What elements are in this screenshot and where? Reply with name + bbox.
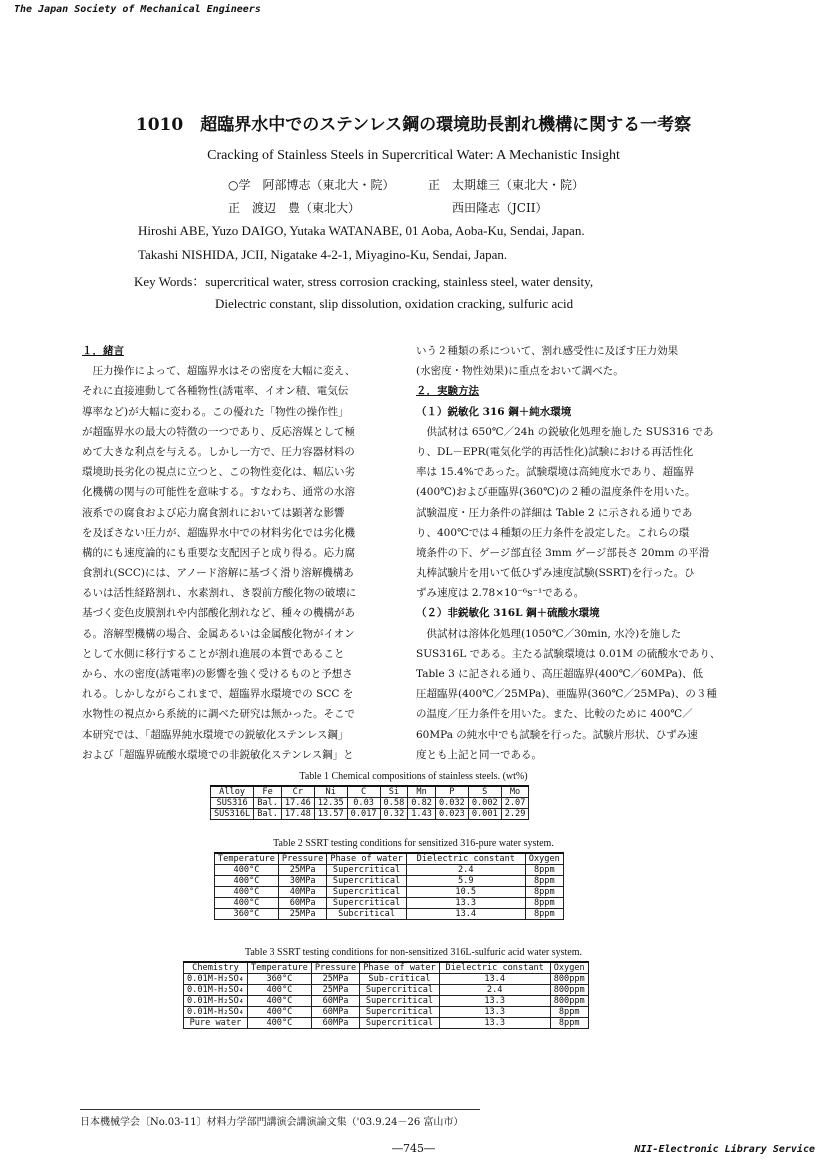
table-cell: Bal.: [254, 809, 282, 820]
table-cell: 2.07: [501, 798, 529, 809]
table-row: [184, 996, 589, 1007]
body-text-line: るいは活性経路割れ、水素割れ、き裂前方酸化物の破壊に: [82, 587, 357, 600]
table-cell: 400°C: [247, 1018, 311, 1029]
table-cell: 8ppm: [525, 887, 563, 898]
table-cell: 8ppm: [525, 909, 563, 920]
table-header-cell: Fe: [254, 786, 282, 798]
body-text-line: 圧超臨界(400℃／25MPa)、亜臨界(360℃／25MPa)、の３種: [416, 688, 717, 701]
table-cell: Supercritical: [327, 887, 406, 898]
table-cell: 13.3: [439, 996, 550, 1007]
table-header-cell: Oxygen: [525, 853, 563, 865]
table-cell: 8ppm: [525, 865, 563, 876]
table1-chemical-compositions: [210, 785, 529, 820]
table-cell: Pure water: [184, 1018, 248, 1029]
body-text-line: 丸棒試験片を用いて低ひずみ速度試験(SSRT)を行った。ひ: [416, 567, 695, 580]
table-cell: 800ppm: [550, 996, 588, 1007]
table-cell: 0.01M-H₂SO₄: [184, 1007, 248, 1018]
body-text-line: の温度／圧力条件を用いた。また、比較のために 400℃／: [416, 708, 693, 721]
table-cell: 400°C: [247, 996, 311, 1007]
table-cell: 0.002: [468, 798, 501, 809]
body-text-line: 環境助長劣化の視点に立つと、この物性変化は、幅広い劣: [82, 466, 355, 479]
affiliation-line-1: Hiroshi ABE, Yuzo DAIGO, Yutaka WATANABE, 01 Aoba, Aoba-Ku, Sendai, Japan.: [138, 223, 585, 238]
section-heading-introduction: １．緒言: [82, 345, 124, 357]
body-text-line: めて大きな利点を与える。しかし一方で、圧力容器材料の: [82, 445, 355, 458]
table-cell: 10.5: [406, 887, 525, 898]
body-text-line: 基づく変色皮膜割れや内部酸化割れなど、種々の機構があ: [82, 607, 355, 620]
body-text-line: 試験温度・圧力条件の詳細は Table 2 に示される通りであ: [416, 506, 693, 519]
table-cell: 17.46: [281, 798, 314, 809]
table-cell: Supercritical: [360, 985, 439, 996]
table-cell: 0.01M-H₂SO₄: [184, 974, 248, 985]
section-heading-methods: ２．実験方法: [416, 385, 479, 398]
table-cell: 12.35: [314, 798, 347, 809]
table3-caption: Table 3 SSRT testing conditions for non-sensitized 316L-sulfuric acid water system.: [244, 947, 583, 958]
table-row: [215, 887, 564, 898]
table-header-cell: Temperature: [247, 962, 311, 974]
table1-caption: Table 1 Chemical compositions of stainless steels. (wt%): [299, 771, 528, 782]
author-watanabe: 正 渡辺 豊（東北大）: [228, 201, 361, 215]
table-cell: Supercritical: [360, 1018, 439, 1029]
table-cell: 8ppm: [550, 1007, 588, 1018]
table-header-cell: Chemistry: [184, 962, 248, 974]
table-cell: Supercritical: [360, 1007, 439, 1018]
table-cell: 1.43: [408, 809, 436, 820]
table-cell: 5.9: [406, 876, 525, 887]
table-cell: 13.4: [439, 974, 550, 985]
table-cell: 0.58: [380, 798, 408, 809]
table-cell: 13.3: [439, 1007, 550, 1018]
table-cell: 13.57: [314, 809, 347, 820]
table-cell: 400°C: [215, 898, 279, 909]
table-header-cell: C: [347, 786, 380, 798]
table-cell: 0.32: [380, 809, 408, 820]
table-header-row: [215, 853, 564, 865]
society-header: The Japan Society of Mechanical Engineers: [14, 4, 261, 15]
table3-ssrt-non-sensitized: [183, 961, 589, 1029]
table-cell: 60MPa: [278, 898, 326, 909]
table-cell: Sub-critical: [360, 974, 439, 985]
body-text-line: 供試材は溶体化処理(1050℃／30min, 水冷)を施した: [416, 627, 682, 640]
table-header-cell: Ni: [314, 786, 347, 798]
table-header-cell: Phase of water: [327, 853, 406, 865]
author-abe: ○学 阿部博志（東北大・院）: [228, 178, 395, 192]
table-row: [215, 876, 564, 887]
table-cell: 13.4: [406, 909, 525, 920]
table-cell: 13.3: [406, 898, 525, 909]
subsection-heading-1: （１）鋭敏化 316 鋼＋純水環境: [416, 405, 572, 418]
table-header-cell: Phase of water: [360, 962, 439, 974]
table-cell: 13.3: [439, 1018, 550, 1029]
table-cell: 60MPa: [311, 1007, 359, 1018]
table-header-cell: Dielectric constant: [439, 962, 550, 974]
table-cell: 400°C: [247, 1007, 311, 1018]
body-text-line: それに直接連動して各種物性(誘電率、イオン積、電気伝: [82, 385, 349, 398]
table-row: [184, 974, 589, 985]
author-nishida: 西田隆志（JCII）: [452, 201, 548, 215]
table-header-row: [211, 786, 529, 798]
table-cell: 2.29: [501, 809, 529, 820]
table-cell: 2.4: [406, 865, 525, 876]
body-text-line: 食割れ(SCC)には、アノード溶解に基づく滑り溶解機構あ: [82, 567, 354, 580]
table-cell: 0.017: [347, 809, 380, 820]
table-cell: 400°C: [215, 876, 279, 887]
body-text-line: から、水の密度(誘電率)の影響を強く受けるものと予想さ: [82, 668, 353, 680]
table-header-cell: Mn: [408, 786, 436, 798]
body-text-line: として水側に移行することが割れ進展の本質であること: [82, 647, 345, 660]
table-cell: Supercritical: [327, 876, 406, 887]
table-cell: 0.01M-H₂SO₄: [184, 985, 248, 996]
table-cell: 25MPa: [278, 865, 326, 876]
body-text-line: 導率など)が大幅に変わる。この優れた「物性の操作性」: [82, 405, 349, 418]
table-cell: 25MPa: [311, 974, 359, 985]
table-cell: 0.01M-H₂SO₄: [184, 996, 248, 1007]
table-header-cell: S: [468, 786, 501, 798]
table2-ssrt-sensitized: [214, 852, 564, 920]
table-cell: 360°C: [215, 909, 279, 920]
table-cell: 0.03: [347, 798, 380, 809]
page-number: ―745―: [392, 1142, 435, 1155]
paper-title-english: Cracking of Stainless Steels in Supercritical Water: A Mechanistic Insight: [207, 148, 620, 163]
body-text-line: (水密度・物性効果)に重点をおいて調べた。: [416, 365, 624, 378]
body-text-line: SUS316L である。主たる試験環境は 0.01M の硫酸水であり、: [416, 647, 721, 660]
table-header-cell: Pressure: [278, 853, 326, 865]
table-cell: SUS316: [211, 798, 254, 809]
body-text-line: る。溶解型機構の場合、金属あるいは金属酸化物がイオン: [82, 627, 355, 640]
table-header-cell: Pressure: [311, 962, 359, 974]
table-cell: Subcritical: [327, 909, 406, 920]
table-header-cell: P: [435, 786, 468, 798]
table-cell: 0.032: [435, 798, 468, 809]
body-text-line: 60MPa の純水中でも試験を行った。試験片形状、ひずみ速: [416, 728, 698, 741]
author-daigo: 正 太期雄三（東北大・院）: [428, 178, 585, 192]
body-text-line: 化機構の関与の可能性を意味する。すなわち、通常の水溶: [82, 486, 355, 499]
left-column: [82, 341, 402, 765]
body-text-line: り、DL－EPR(電気化学的再活性化)試験における再活性化: [416, 445, 694, 458]
table-cell: 25MPa: [278, 909, 326, 920]
body-text-line: および「超臨界硫酸水環境での非鋭敏化ステンレス鋼」と: [82, 748, 354, 761]
table-cell: 400°C: [247, 985, 311, 996]
table-header-cell: Dielectric constant: [406, 853, 525, 865]
subsection-heading-2: （２）非鋭敏化 316L 鋼＋硫酸水環境: [416, 607, 600, 620]
table-cell: 2.4: [439, 985, 550, 996]
table-row: [184, 1018, 589, 1029]
table-cell: 8ppm: [550, 1018, 588, 1029]
body-text-line: いう２種類の系について、割れ感受性に及ぼす圧力効果: [416, 345, 679, 357]
table-header-row: [184, 962, 589, 974]
body-text-line: 水物性の視点から系統的に調べた研究は無かった。そこで: [82, 708, 355, 721]
table-header-cell: Cr: [281, 786, 314, 798]
table-header-cell: Mo: [501, 786, 529, 798]
table-cell: 800ppm: [550, 985, 588, 996]
table-cell: SUS316L: [211, 809, 254, 820]
table2-caption: Table 2 SSRT testing conditions for sensitized 316-pure water system.: [273, 838, 554, 849]
table-row: [184, 1007, 589, 1018]
keywords-line-1: Key Words：supercritical water, stress corrosion cracking, stainless steel, water density,: [134, 274, 594, 289]
table-cell: Bal.: [254, 798, 282, 809]
table-cell: Supercritical: [327, 898, 406, 909]
table-row: [215, 909, 564, 920]
body-text-line: 率は 15.4%であった。試験環境は高純度水であり、超臨界: [416, 466, 695, 479]
table-cell: 0.82: [408, 798, 436, 809]
body-text-line: を及ぼさない圧力が、超臨界水中での材料劣化では劣化機: [82, 526, 355, 539]
body-text-line: 構的にも速度論的にも重要な支配因子と成り得る。応力腐: [82, 546, 355, 559]
table-cell: 360°C: [247, 974, 311, 985]
body-text-line: れる。しかしながらこれまで、超臨界水環境での SCC を: [82, 688, 354, 701]
table-row: [211, 809, 529, 820]
table-cell: 25MPa: [311, 985, 359, 996]
table-row: [184, 985, 589, 996]
paper-title-japanese: 1010 超臨界水中でのステンレス鋼の環境助長割れ機構に関する一考察: [135, 115, 692, 135]
table-header-cell: Si: [380, 786, 408, 798]
table-cell: 17.48: [281, 809, 314, 820]
table-cell: 400°C: [215, 865, 279, 876]
table-cell: 8ppm: [525, 876, 563, 887]
table-cell: Supercritical: [360, 996, 439, 1007]
table-cell: 60MPa: [311, 996, 359, 1007]
table-cell: 8ppm: [525, 898, 563, 909]
body-text-line: 境条件の下、ゲージ部直径 3mm ゲージ部長さ 20mm の平滑: [416, 546, 710, 559]
body-text-line: 度とも上記と同一である。: [416, 748, 542, 761]
table-header-cell: Oxygen: [550, 962, 588, 974]
nii-library-footer: NII-Electronic Library Service: [634, 1144, 815, 1155]
table-cell: 400°C: [215, 887, 279, 898]
footer-divider: [80, 1109, 480, 1110]
table-cell: Supercritical: [327, 865, 406, 876]
table-header-cell: Alloy: [211, 786, 254, 798]
body-text-line: 液系での腐食および応力腐食割れにおいては顕著な影響: [82, 506, 345, 519]
affiliation-line-2: Takashi NISHIDA, JCII, Nigatake 4-2-1, Miyagino-Ku, Sendai, Japan.: [138, 247, 508, 262]
keywords-line-2: Dielectric constant, slip dissolution, oxidation cracking, sulfuric acid: [215, 296, 574, 311]
body-text-line: ずみ速度は 2.78×10⁻⁶s⁻¹である。: [416, 587, 585, 600]
table-row: [211, 798, 529, 809]
body-text-line: 圧力操作によって、超臨界水はその密度を大幅に変え、: [82, 365, 356, 378]
table-row: [215, 865, 564, 876]
table-cell: 0.001: [468, 809, 501, 820]
table-cell: 60MPa: [311, 1018, 359, 1029]
right-column: [416, 341, 746, 765]
table-row: [215, 898, 564, 909]
body-text-line: 供試材は 650℃／24h の鋭敏化処理を施した SUS316 であ: [416, 425, 714, 438]
table-cell: 40MPa: [278, 887, 326, 898]
body-text-line: が超臨界水の最大の特徴の一つであり、反応溶媒として極: [82, 425, 355, 438]
table-cell: 0.023: [435, 809, 468, 820]
body-text-line: り、400℃では４種類の圧力条件を設定した。これらの環: [416, 526, 690, 539]
table-cell: 800ppm: [550, 974, 588, 985]
body-text-line: 本研究では、「超臨界純水環境での鋭敏化ステンレス鋼」: [82, 728, 349, 741]
body-text-line: (400℃)および亜臨界(360℃)の２種の温度条件を用いた。: [416, 486, 696, 499]
table-cell: 30MPa: [278, 876, 326, 887]
body-text-line: Table 3 に記される通り、高圧超臨界(400℃／60MPa)、低: [416, 668, 704, 680]
conference-citation: 日本機械学会〔No.03-11〕材料力学部門講演会講演論文集（'03.9.24－26 富山市）: [80, 1117, 464, 1128]
table-header-cell: Temperature: [215, 853, 279, 865]
